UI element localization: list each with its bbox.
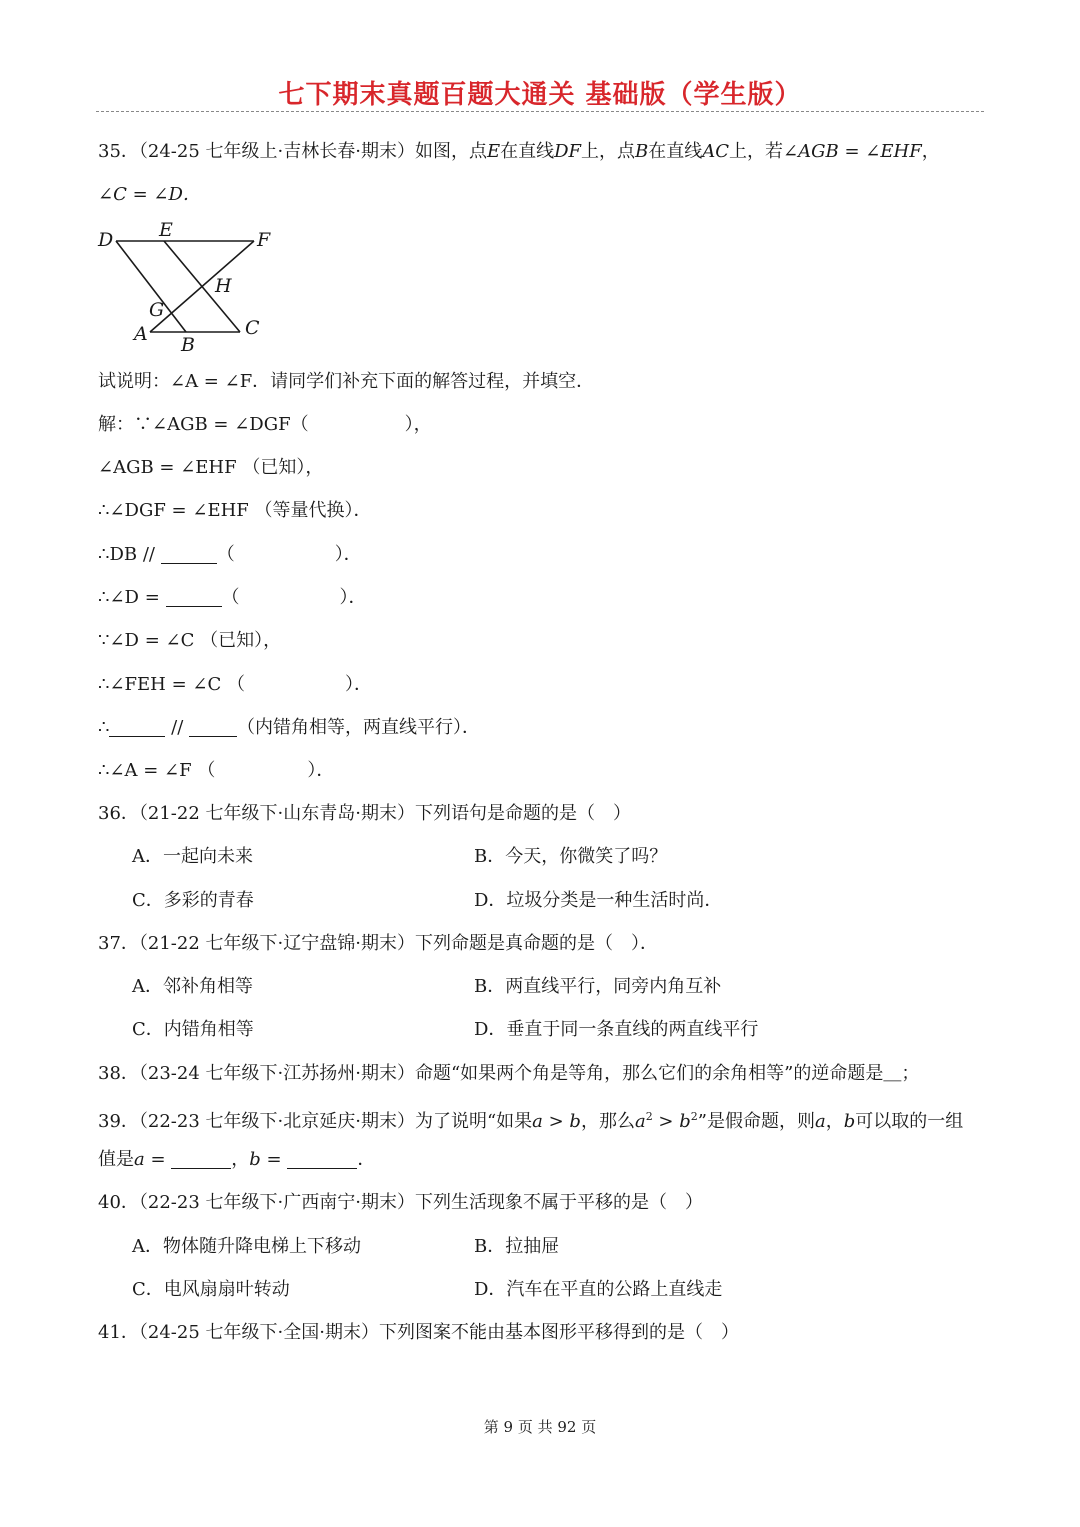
fill-blank[interactable] — [166, 588, 222, 607]
fill-blank[interactable] — [189, 718, 237, 737]
label-c: C — [245, 317, 260, 339]
header-divider — [96, 111, 984, 112]
q36-stem: 36．（21-22 七年级下·山东青岛·期末）下列语句是命题的是（ ） — [98, 803, 631, 824]
q35-step-7: ∴∠FEH = ∠C （ ）． — [98, 674, 372, 695]
q35-step-3: ∴∠DGF = ∠EHF （等量代换）． — [98, 500, 372, 521]
q38-stem: 38．（23-24 七年级下·江苏扬州·期末）命题“如果两个角是等角，那么它们的余角相等”的逆命题是＿； — [98, 1063, 920, 1084]
label-a: A — [134, 323, 148, 345]
q36-option-b[interactable]: B．今天，你微笑了吗？ — [474, 846, 668, 867]
q40-option-c[interactable]: C．电风扇扇叶转动 — [132, 1279, 290, 1300]
q39-answer-line: 值是a = ，b = ． — [98, 1149, 376, 1170]
label-d: D — [98, 229, 114, 251]
q37-option-b[interactable]: B．两直线平行，同旁内角互补 — [474, 976, 722, 997]
q35-step-4: ∴DB // （ ）． — [98, 544, 362, 565]
fill-blank-b[interactable] — [287, 1150, 357, 1169]
q40-option-b[interactable]: B．拉抽屉 — [474, 1236, 560, 1257]
q35-prompt: 试说明：∠A = ∠F．请同学们补充下面的解答过程，并填空． — [98, 371, 595, 392]
q35-condition: ∠C = ∠D． — [98, 184, 201, 205]
page-header-title: 七下期末真题百题大通关 基础版（学生版） — [278, 80, 802, 110]
label-e: E — [159, 219, 173, 241]
fill-blank[interactable] — [161, 545, 217, 564]
q35-stem: 35．（24-25 七年级上·吉林长春·期末）如图，点E在直线DF上，点B在直线AC上，若∠AGB = ∠EHF， — [98, 141, 940, 162]
q37-option-c[interactable]: C．内错角相等 — [132, 1019, 254, 1040]
q37-stem: 37．（21-22 七年级下·辽宁盘锦·期末）下列命题是真命题的是（ ）． — [98, 933, 658, 954]
q40-option-a[interactable]: A．物体随升降电梯上下移动 — [132, 1236, 361, 1257]
q37-option-d[interactable]: D．垂直于同一条直线的两直线平行 — [474, 1019, 759, 1040]
q35-step-2: ∠AGB = ∠EHF （已知）， — [98, 457, 324, 478]
q35-step-9: ∴∠A = ∠F （ ）． — [98, 760, 335, 781]
q35-step-8: ∴ // （内错角相等，两直线平行）． — [98, 717, 481, 738]
q35-step-6: ∵∠D = ∠C （已知）， — [98, 630, 282, 651]
q36-option-c[interactable]: C．多彩的青春 — [132, 890, 254, 911]
label-g: G — [149, 299, 165, 321]
q40-option-d[interactable]: D．汽车在平直的公路上直线走 — [474, 1279, 723, 1300]
q39-stem: 39．（22-23 七年级下·北京延庆·期末）为了说明“如果a > b，那么$a^2 > b^2$”是假命题，则a，b可以取的一组 — [98, 1110, 964, 1132]
q35-step-5: ∴∠D = （ ）． — [98, 587, 367, 608]
q36-option-a[interactable]: A．一起向未来 — [132, 846, 253, 867]
q35-geometry-figure — [92, 218, 282, 358]
q37-option-a[interactable]: A．邻补角相等 — [132, 976, 253, 997]
page-footer: 第 9 页 共 92 页 — [483, 1418, 597, 1436]
line-af — [150, 241, 254, 332]
fill-blank-a[interactable] — [171, 1150, 231, 1169]
q36-option-d[interactable]: D．垃圾分类是一种生活时尚． — [474, 890, 723, 911]
label-h: H — [215, 275, 232, 297]
q35-step-1: 解：∵∠AGB = ∠DGF（ ）， — [98, 414, 432, 435]
label-f: F — [257, 229, 271, 251]
q41-stem: 41．（24-25 七年级下·全国·期末）下列图案不能由基本图形平移得到的是（ ） — [98, 1322, 739, 1343]
fill-blank[interactable] — [109, 718, 165, 737]
label-b: B — [181, 334, 195, 356]
q40-stem: 40．（22-23 七年级下·广西南宁·期末）下列生活现象不属于平移的是（ ） — [98, 1192, 703, 1213]
